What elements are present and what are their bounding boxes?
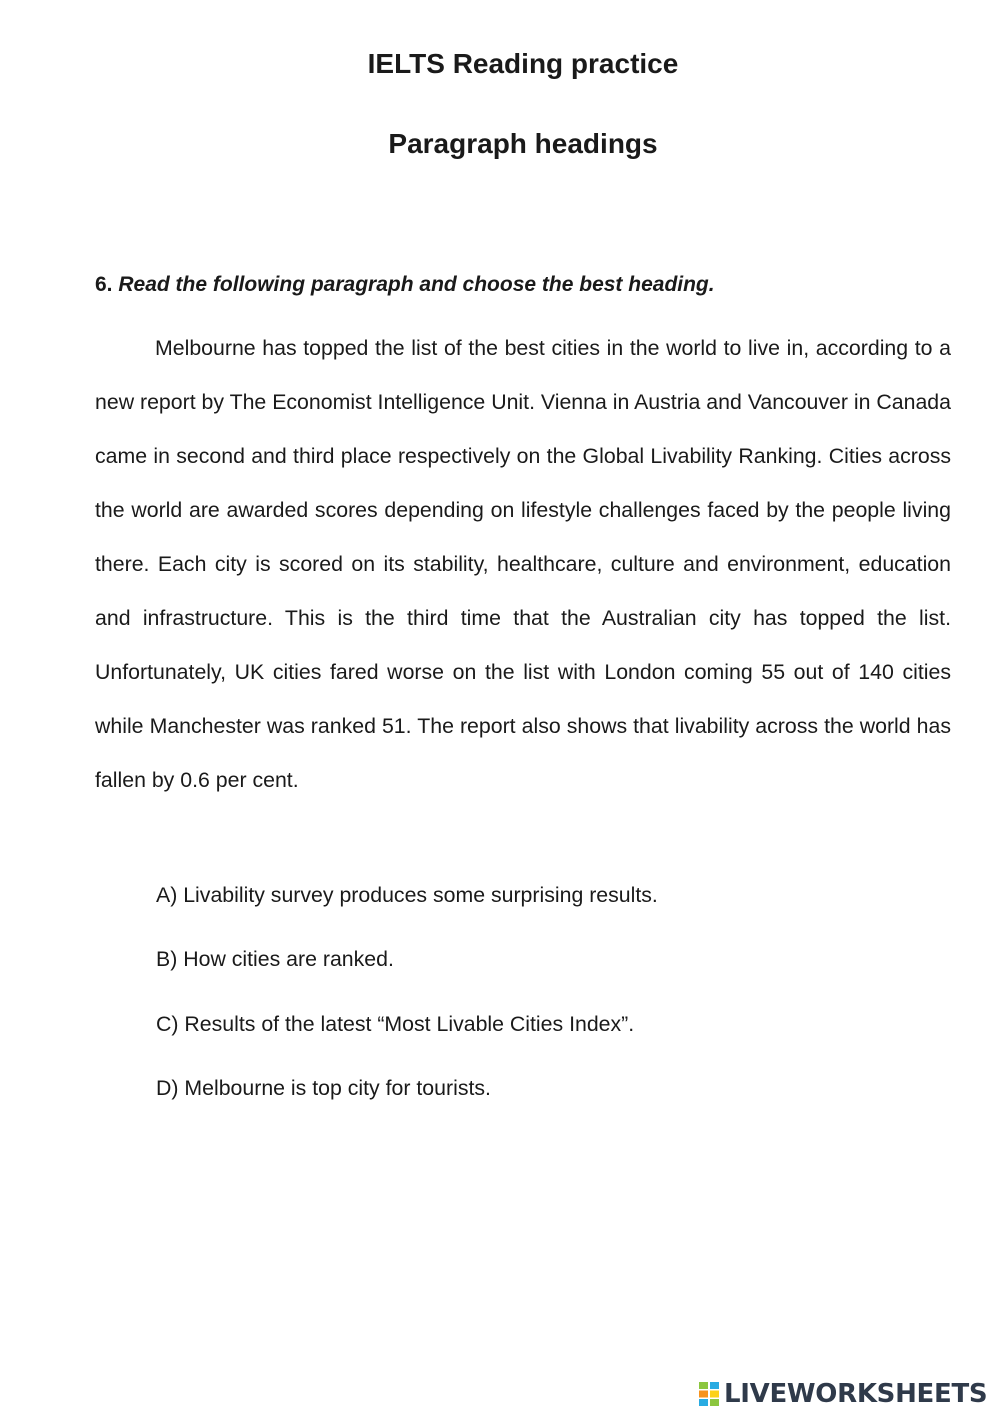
answer-options [156, 880, 658, 1137]
answer-option-c[interactable]: C) Results of the latest “Most Livable Cities Index”. [156, 1011, 635, 1036]
answer-option-a[interactable]: A) Livability survey produces some surprising results. [156, 883, 658, 907]
question-prompt [95, 270, 715, 300]
liveworksheets-logo-icon [698, 1381, 720, 1407]
reading-passage: Melbourne has topped the list of the best cities in the world to live in, according to a new report by The Economist Intelligence Unit. Vienna in Austria and Vancouver in Canada came in second and third place respectively on the Global Livability Ranking. Cities across the world are awarded scores depending on lifestyle challenges faced by the people living there. Each city is scored on its stability, healthcare, culture and environment, education and infrastructure. This is the third time that the Australian city has topped the list. Unfortunately, UK cities fared worse on the list with London coming 55 out of 140 cities while Manchester was ranked 51. The report also shows that livability across the world has fallen by 0.6 per cent. [95, 336, 951, 792]
answer-option-b[interactable]: B) How cities are ranked. [156, 947, 394, 972]
answer-option-d[interactable]: D) Melbourne is top city for tourists. [156, 1075, 491, 1100]
question-number: 6. [95, 273, 113, 296]
liveworksheets-logo [698, 1378, 987, 1410]
logo-text: LIVEWORKSHEETS [724, 1379, 988, 1409]
page-title: IELTS Reading practice [367, 48, 679, 79]
question-instruction: Read the following paragraph and choose the best heading. [118, 273, 715, 296]
page-subtitle: Paragraph headings [388, 128, 658, 159]
